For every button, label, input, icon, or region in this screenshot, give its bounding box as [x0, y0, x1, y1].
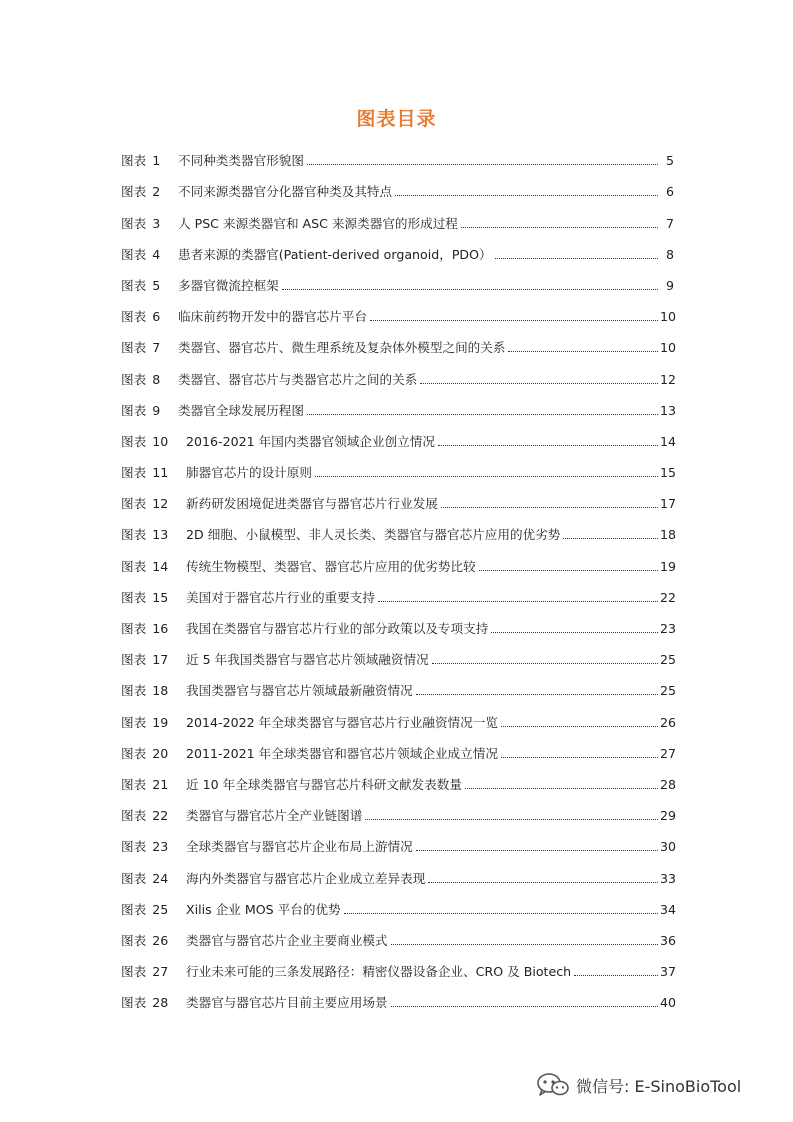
toc-entry[interactable] — [121, 793, 677, 824]
toc-entry[interactable] — [121, 918, 677, 949]
entry-page-number: 25 — [660, 683, 677, 699]
toc-entry[interactable] — [121, 668, 677, 699]
entry-prefix: 图表 — [121, 465, 147, 481]
entry-title: 我国在类器官与器官芯片行业的部分政策以及专项支持 — [186, 621, 489, 636]
entry-page-number: 28 — [660, 776, 677, 792]
entry-page-number: 10 — [660, 309, 677, 325]
entry-title: 传统生物模型、类器官、器官芯片应用的优劣势比较 — [186, 558, 476, 574]
entry-label — [121, 995, 186, 1011]
entry-number: 15 — [152, 589, 169, 605]
entry-prefix: 图表 — [121, 215, 147, 231]
entry-number: 14 — [152, 558, 169, 574]
entry-page-number: 23 — [660, 621, 677, 636]
entry-title: 临床前药物开发中的器官芯片平台 — [178, 309, 367, 325]
toc-entry[interactable] — [121, 606, 677, 637]
entry-number: 13 — [152, 527, 169, 543]
entry-number: 22 — [152, 808, 169, 824]
dot-leader — [416, 694, 658, 695]
entry-label — [121, 621, 186, 637]
entry-number: 10 — [152, 433, 169, 449]
toc-entry[interactable] — [121, 450, 677, 481]
entry-number: 25 — [152, 901, 169, 917]
entry-page-number: 25 — [660, 652, 677, 668]
entry-number: 3 — [152, 215, 161, 231]
entry-number: 21 — [152, 776, 169, 792]
entry-number: 26 — [152, 932, 169, 948]
entry-number: 23 — [152, 839, 169, 855]
entry-label — [121, 715, 186, 731]
entry-label — [121, 527, 186, 543]
entry-number: 9 — [152, 402, 161, 418]
entry-title: 全球类器官与器官芯片企业布局上游情况 — [186, 839, 413, 855]
entry-page-number: 13 — [660, 402, 677, 418]
entry-title: 类器官全球发展历程图 — [178, 402, 304, 418]
entry-page-number: 33 — [660, 870, 677, 886]
entry-prefix: 图表 — [121, 808, 147, 824]
entry-label — [121, 902, 186, 918]
entry-number: 28 — [152, 995, 169, 1011]
entry-number: 27 — [152, 964, 169, 980]
entry-label — [121, 559, 186, 575]
entry-label — [121, 309, 178, 325]
dot-leader — [307, 414, 658, 415]
page-title: 图表目录 — [356, 108, 437, 130]
entry-number: 16 — [152, 621, 169, 636]
entry-page-number: 7 — [665, 215, 674, 231]
toc-entry[interactable] — [121, 263, 674, 294]
entry-title: 肺器官芯片的设计原则 — [186, 465, 312, 481]
toc-entry[interactable] — [121, 481, 677, 512]
entry-title: 新药研发困境促进类器官与器官芯片行业发展 — [186, 496, 438, 512]
entry-prefix: 图表 — [121, 309, 147, 325]
entry-number: 12 — [152, 496, 169, 512]
entry-title: 类器官、器官芯片、微生理系统及复杂体外模型之间的关系 — [178, 340, 506, 356]
entry-page-number: 15 — [660, 465, 677, 481]
dot-leader — [461, 227, 658, 228]
entry-prefix: 图表 — [121, 527, 147, 543]
entry-label — [121, 216, 178, 232]
entry-title: 海内外类器官与器官芯片企业成立差异表现 — [186, 870, 426, 886]
entry-label — [121, 372, 178, 388]
toc-entry[interactable] — [121, 855, 677, 886]
entry-prefix: 图表 — [121, 433, 147, 449]
entry-prefix: 图表 — [121, 246, 147, 262]
toc-entry[interactable] — [121, 980, 677, 1011]
entry-title: 类器官与器官芯片目前主要应用场景 — [186, 995, 388, 1011]
entry-page-number: 5 — [665, 153, 674, 169]
toc-entry[interactable] — [121, 138, 674, 169]
dot-leader — [501, 757, 658, 758]
entry-prefix: 图表 — [121, 184, 147, 200]
entry-title: 我国类器官与器官芯片领域最新融资情况 — [186, 683, 413, 699]
toc-entry[interactable] — [121, 294, 677, 325]
entry-page-number: 40 — [660, 995, 677, 1011]
entry-label — [121, 153, 178, 169]
toc-entry[interactable] — [121, 200, 674, 231]
entry-label — [121, 434, 186, 450]
entry-title: 类器官、器官芯片与类器官芯片之间的关系 — [178, 371, 418, 387]
dot-leader — [315, 476, 658, 477]
dot-leader — [441, 507, 658, 508]
entry-prefix: 图表 — [121, 402, 147, 418]
entry-prefix: 图表 — [121, 932, 147, 948]
dot-leader — [508, 351, 658, 352]
entry-page-number: 17 — [660, 496, 677, 512]
entry-page-number: 9 — [665, 277, 674, 293]
dot-leader — [370, 320, 658, 321]
dot-leader — [479, 570, 658, 571]
toc-entry[interactable] — [121, 762, 677, 793]
entry-title: 近 5 年我国类器官与器官芯片领域融资情况 — [186, 652, 429, 668]
toc-entry[interactable] — [121, 543, 677, 574]
entry-page-number: 14 — [660, 433, 677, 449]
entry-prefix: 图表 — [121, 870, 147, 886]
entry-prefix: 图表 — [121, 901, 147, 917]
entry-label — [121, 340, 178, 356]
entry-number: 5 — [152, 277, 161, 293]
entry-label — [121, 184, 178, 200]
dot-leader — [365, 819, 658, 820]
entry-page-number: 10 — [660, 340, 677, 356]
entry-prefix: 图表 — [121, 745, 147, 761]
entry-label — [121, 808, 186, 824]
entry-title: 2016-2021 年国内类器官领域企业创立情况 — [186, 433, 435, 449]
toc-entry[interactable] — [121, 169, 674, 200]
entry-label — [121, 964, 186, 980]
entry-title: 2D 细胞、小鼠模型、非人灵长类、类器官与器官芯片应用的优劣势 — [186, 527, 561, 543]
dot-leader — [344, 913, 658, 914]
entry-number: 18 — [152, 683, 169, 699]
entry-prefix: 图表 — [121, 621, 147, 636]
entry-title: 美国对于器官芯片行业的重要支持 — [186, 589, 375, 605]
entry-title: 不同来源类器官分化器官种类及其特点 — [178, 184, 393, 200]
entry-number: 7 — [152, 340, 161, 356]
entry-number: 19 — [152, 714, 169, 730]
entry-title: 不同种类类器官形貌图 — [178, 153, 304, 169]
figure-list — [121, 138, 677, 1011]
toc-entry[interactable] — [121, 388, 677, 419]
entry-title: 2014-2022 年全球类器官与器官芯片行业融资情况一览 — [186, 714, 498, 730]
toc-entry[interactable] — [121, 699, 677, 730]
entry-prefix: 图表 — [121, 340, 147, 356]
entry-label — [121, 465, 186, 481]
entry-page-number: 37 — [660, 964, 677, 980]
entry-page-number: 22 — [660, 589, 677, 605]
entry-prefix: 图表 — [121, 371, 147, 387]
entry-page-number: 19 — [660, 558, 677, 574]
entry-number: 8 — [152, 371, 161, 387]
entry-prefix: 图表 — [121, 589, 147, 605]
dot-leader — [428, 882, 658, 883]
entry-label — [121, 746, 186, 762]
dot-leader — [432, 663, 658, 664]
toc-entry[interactable] — [121, 512, 677, 543]
entry-label — [121, 496, 186, 512]
toc-entry[interactable] — [121, 419, 677, 450]
toc-entry[interactable] — [121, 731, 677, 762]
toc-entry[interactable] — [121, 232, 674, 263]
dot-leader — [495, 258, 658, 259]
entry-prefix: 图表 — [121, 776, 147, 792]
entry-prefix: 图表 — [121, 683, 147, 699]
entry-title: 近 10 年全球类器官与器官芯片科研文献发表数量 — [186, 776, 462, 792]
entry-prefix: 图表 — [121, 964, 147, 980]
dot-leader — [465, 788, 658, 789]
entry-label — [121, 683, 186, 699]
entry-title: Xilis 企业 MOS 平台的优势 — [186, 901, 341, 917]
entry-label — [121, 590, 186, 606]
dot-leader — [378, 601, 658, 602]
entry-number: 20 — [152, 745, 169, 761]
entry-number: 4 — [152, 246, 161, 262]
entry-page-number: 18 — [660, 527, 677, 543]
entry-label — [121, 839, 186, 855]
entry-label — [121, 777, 186, 793]
watermark-text: 微信号: E-SinoBioTool — [576, 1076, 742, 1096]
entry-page-number: 30 — [660, 839, 677, 855]
entry-prefix: 图表 — [121, 995, 147, 1011]
entry-prefix: 图表 — [121, 714, 147, 730]
dot-leader — [282, 289, 658, 290]
entry-title: 患者来源的类器官(Patient-derived organoid，PDO） — [178, 246, 492, 262]
entry-label — [121, 871, 186, 887]
entry-number: 1 — [152, 153, 161, 169]
dot-leader — [416, 850, 658, 851]
dot-leader — [491, 632, 658, 633]
entry-label — [121, 652, 186, 668]
entry-label — [121, 247, 178, 263]
toc-entry[interactable] — [121, 824, 677, 855]
entry-label — [121, 278, 178, 294]
entry-prefix: 图表 — [121, 558, 147, 574]
dot-leader — [307, 164, 658, 165]
toc-entry[interactable] — [121, 637, 677, 668]
dot-leader — [438, 445, 658, 446]
entry-page-number: 36 — [660, 932, 677, 948]
entry-label — [121, 403, 178, 419]
dot-leader — [563, 538, 658, 539]
dot-leader — [420, 383, 658, 384]
entry-number: 24 — [152, 870, 169, 886]
entry-number: 6 — [152, 309, 161, 325]
toc-entry[interactable] — [121, 887, 677, 918]
entry-title: 类器官与器官芯片全产业链图谱 — [186, 808, 363, 824]
entry-page-number: 29 — [660, 808, 677, 824]
entry-number: 2 — [152, 184, 161, 200]
entry-prefix: 图表 — [121, 839, 147, 855]
entry-page-number: 6 — [665, 184, 674, 200]
dot-leader — [391, 1006, 659, 1007]
entry-page-number: 26 — [660, 714, 677, 730]
entry-title: 人 PSC 来源类器官和 ASC 来源类器官的形成过程 — [178, 215, 458, 231]
entry-title: 多器官微流控框架 — [178, 277, 279, 293]
entry-title: 2011-2021 年全球类器官和器官芯片领域企业成立情况 — [186, 745, 498, 761]
toc-entry[interactable] — [121, 949, 677, 980]
entry-page-number: 8 — [665, 246, 674, 262]
toc-entry[interactable] — [121, 356, 677, 387]
entry-prefix: 图表 — [121, 652, 147, 668]
dot-leader — [395, 195, 658, 196]
entry-number: 11 — [152, 465, 169, 481]
entry-title: 行业未来可能的三条发展路径：精密仪器设备企业、CRO 及 Biotech — [186, 964, 572, 980]
dot-leader — [501, 726, 658, 727]
entry-prefix: 图表 — [121, 153, 147, 169]
wechat-icon — [536, 1072, 570, 1098]
watermark — [536, 1072, 741, 1098]
entry-page-number: 12 — [660, 371, 677, 387]
entry-page-number: 34 — [660, 901, 677, 917]
entry-prefix: 图表 — [121, 496, 147, 512]
dot-leader — [391, 944, 659, 945]
entry-label — [121, 933, 186, 949]
entry-prefix: 图表 — [121, 277, 147, 293]
entry-page-number: 27 — [660, 745, 677, 761]
entry-title: 类器官与器官芯片企业主要商业模式 — [186, 932, 388, 948]
entry-number: 17 — [152, 652, 169, 668]
toc-entry[interactable] — [121, 575, 677, 606]
toc-entry[interactable] — [121, 325, 677, 356]
dot-leader — [574, 975, 658, 976]
